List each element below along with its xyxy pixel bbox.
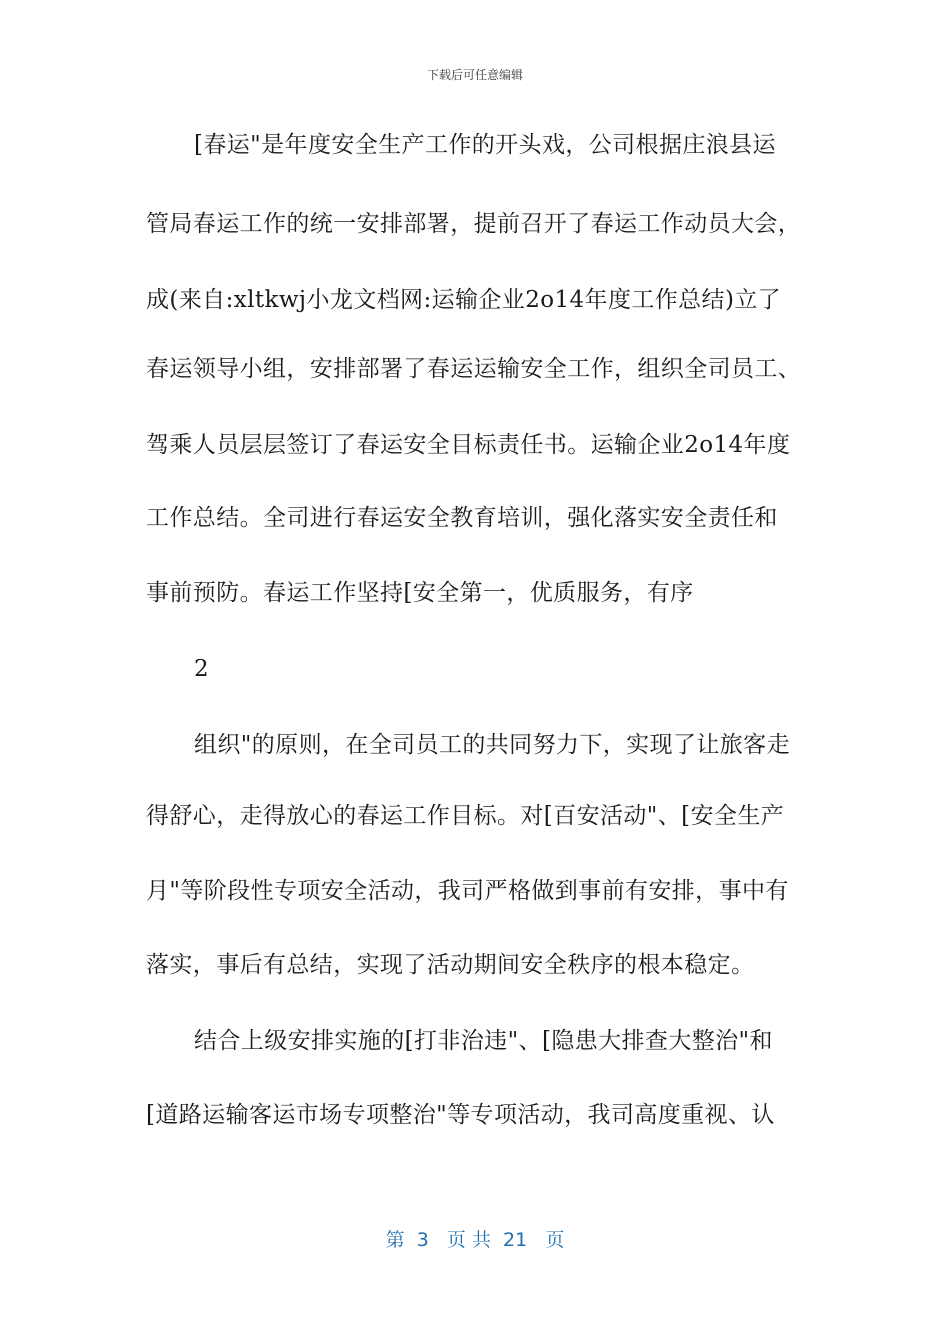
paragraph-line: [春运"是年度安全生产工作的开头戏，公司根据庄浪县运 [194, 132, 776, 158]
paragraph-line: [道路运输客运市场专项整治"等专项活动，我司高度重视、认 [146, 1102, 775, 1128]
paragraph-line: 落实，事后有总结，实现了活动期间安全秩序的根本稳定。 [146, 952, 755, 978]
paragraph-line: 管局春运工作的统一安排部署，提前召开了春运工作动员大会， [146, 211, 802, 237]
page-footer: 第 3 页 共 21 页 [385, 1229, 565, 1251]
page-header: 下载后可任意编辑 [426, 68, 523, 82]
paragraph-line: 事前预防。春运工作坚持[安全第一，优质服务，有序 [146, 580, 694, 606]
page-number-marker: 2 [194, 656, 210, 682]
paragraph-line: 驾乘人员层层签订了春运安全目标责任书。运输企业2o14年度 [146, 432, 791, 458]
paragraph-line: 春运领导小组，安排部署了春运运输安全工作，组织全司员工、 [146, 356, 802, 382]
paragraph-line: 月"等阶段性专项安全活动，我司严格做到事前有安排，事中有 [146, 878, 789, 904]
paragraph-line: 工作总结。全司进行春运安全教育培训，强化落实安全责任和 [146, 505, 778, 531]
paragraph-line: 成(来自:xltkwj小龙文档网:运输企业2o14年度工作总结)立了 [146, 287, 782, 313]
paragraph-line: 组织"的原则，在全司员工的共同努力下，实现了让旅客走 [194, 732, 790, 758]
paragraph-line: 结合上级安排实施的[打非治违"、[隐患大排查大整治"和 [194, 1028, 773, 1054]
paragraph-line: 得舒心，走得放心的春运工作目标。对[百安活动"、[安全生产 [146, 803, 785, 829]
